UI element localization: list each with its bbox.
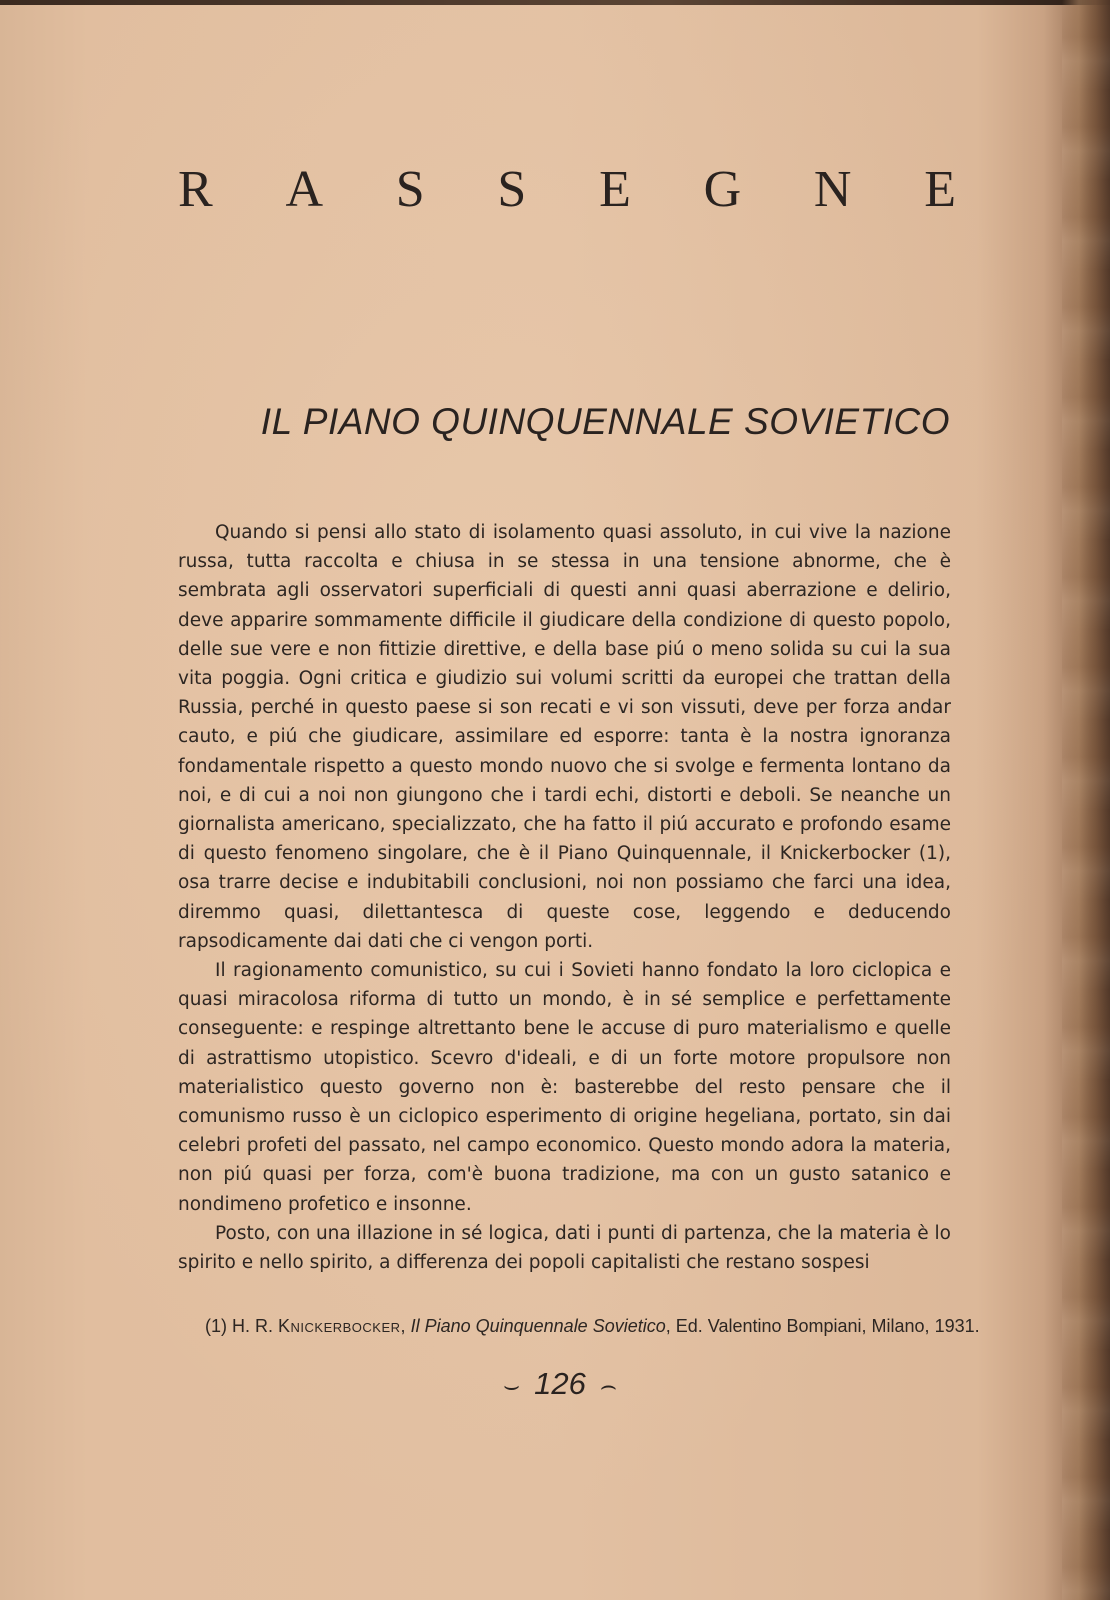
- footnote-separator: ,: [400, 1316, 411, 1336]
- paragraph: Il ragionamento comunistico, su cui i Sovieti hanno fondato la loro ciclopica e quasi miracolosa riforma di tutto un mondo, è in sé semplice e perfettamente conseguente: e respinge altrettanto bene le accuse di puro materialismo e quelle di astrattismo utopistico. Scevro d'ideali, e di un forte motore propulsore non materialistico questo governo non è: basterebbe del resto pensare che il comunismo russo è un ciclopico esperimento di origine hegeliana, portato, sin dai celebri profeti del passato, nel campo economico. Questo mondo adora la materia, non piú quasi per forza, com'è buona tradizione, ma con un gusto satanico e nondimeno profetico e insonne.: [178, 960, 951, 1215]
- footnote-book-title: Il Piano Quinquennale Sovietico: [410, 1316, 666, 1336]
- footnote-publisher: , Ed. Valentino Bompiani, Milano, 1931.: [665, 1316, 980, 1336]
- page-top-edge: [0, 0, 1110, 5]
- footnote-marker: (1) H. R.: [205, 1316, 279, 1336]
- footnote: [205, 1314, 980, 1338]
- section-title-letter: E: [599, 161, 631, 218]
- paragraph: Posto, con una illazione in sé logica, dati i punti di partenza, che la materia è lo spirito e nello spirito, a differenza dei popoli capitalisti che restano sospesi: [178, 1222, 951, 1274]
- paragraph: Quando si pensi allo stato di isolamento quasi assoluto, in cui vive la nazione russa, tutta raccolta e chiusa in se stessa in una tensione abnorme, che è sembrata agli osservatori superficiali di questi anni quasi aberrazione e delirio, deve apparire sommamente difficile il giudicare della condizione di questo popolo, delle sue vere e non fittizie direttive, e della base piú o meno solida su cui la sua vita poggia. Ogni critica e giudizio sui volumi scritti da europei che trattan della Russia, perché in questo paese si son recati e vi son vissuti, deve per forza andar cauto, e piú che giudicare, assimilare ed esporre: tanta è la nostra ignoranza fondamentale rispetto a questo mondo nuovo che si svolge e fermenta lontano da noi, e di cui a noi non giungono che i tardi echi, distorti e deboli. Se neanche un giornalista americano, specializzato, che ha fatto il piú accurato e profondo esame di questo fenomeno singolare, che è il Piano Quinquennale, il Knickerbocker (1), osa trarre decise e indubitabili conclusioni, noi non possiamo che farci una idea, diremmo quasi, dilettantesca di queste cose, leggendo e deducendo rapsodicamente dai dati che ci vengon porti.: [178, 522, 951, 952]
- book-spine-shadow: [1062, 0, 1110, 1600]
- page-number-right-ornament: ⌢: [599, 1370, 617, 1400]
- section-title-letter: E: [924, 161, 956, 218]
- page-number-left-ornament: ⌣: [503, 1370, 521, 1400]
- section-title-letter: S: [395, 161, 425, 218]
- section-title-letter: A: [285, 161, 323, 218]
- section-title: [178, 160, 956, 220]
- footnote-author: Knickerbocker: [278, 1316, 401, 1336]
- section-title-letter: R: [178, 161, 213, 218]
- section-title-letter: N: [813, 161, 852, 218]
- article-title: IL PIANO QUINQUENNALE SOVIETICO: [260, 401, 950, 442]
- article-body: [178, 518, 951, 1277]
- section-title-letter: S: [497, 161, 527, 218]
- page-number: [0, 1364, 1110, 1405]
- section-title-letter: G: [703, 161, 742, 218]
- page-number-value: 126: [534, 1366, 586, 1401]
